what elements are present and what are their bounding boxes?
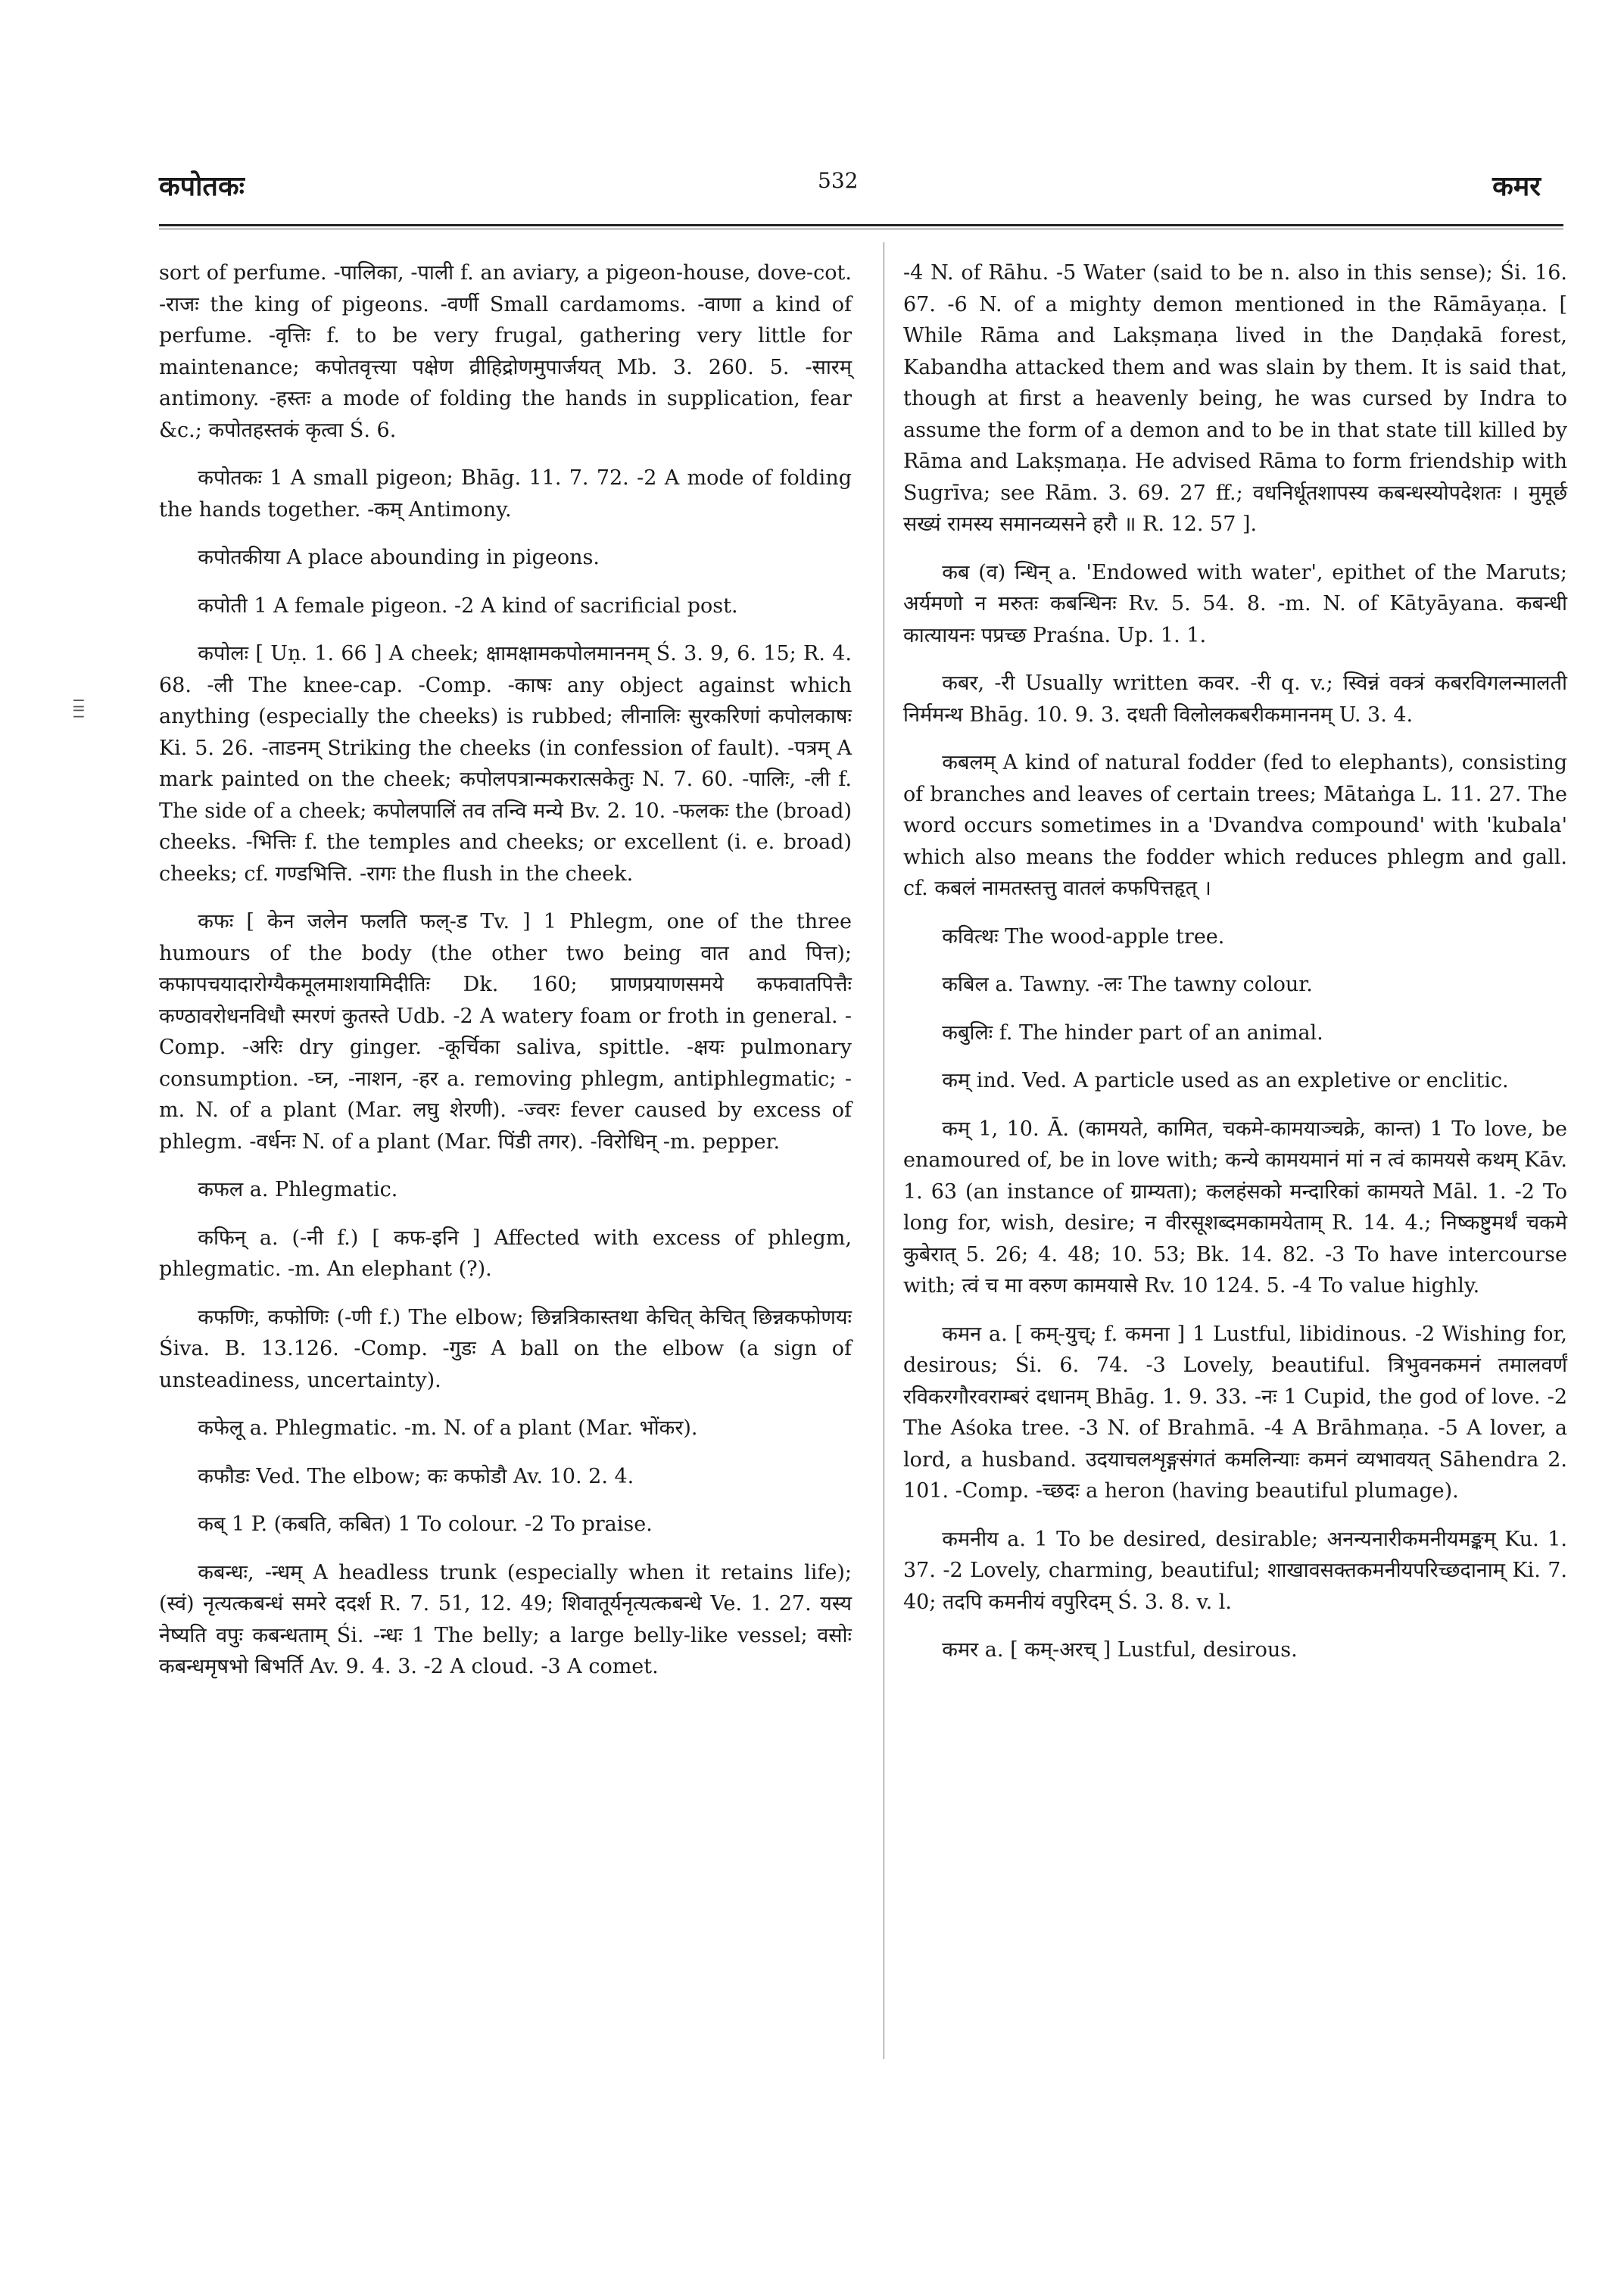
right-running-headword: कमर xyxy=(1492,170,1541,202)
page-number: 532 xyxy=(818,168,859,193)
dictionary-entry: -4 N. of Rāhu. -5 Water (said to be n. also in this sense); Śi. 16. 67. -6 N. of a mighty demon mentioned in the Rāmāyaṇa. [ While Rāma and Lakṣmaṇa lived in the Daṇḍakā forest, Kabandha attacked them and was slain by them. It is said that, though at first a heavenly being, he was cursed by Indra to assume the form of a demon and to be in that state till killed by Rāma and Lakṣmaṇa. He advised Rāma to form friendship with Sugrīva; see Rām. 3. 69. 27 ff.; वधनिर्धूतशापस्य कबन्धस्योपदेशतः । मुमूर्छ सख्यं रामस्य समानव्यसने हरौ ॥ R. 12. 57 ]. xyxy=(903,261,1567,536)
dictionary-entry: कब् 1 P. (कबति, कबित) 1 To colour. -2 To praise. xyxy=(198,1513,653,1536)
dictionary-entry: कफिन् a. (-नी f.) [ कफ-इनि ] Affected with excess of phlegm, phlegmatic. -m. An elephant (?). xyxy=(159,1226,852,1281)
dictionary-entry: कम् 1, 10. Ā. (कामयते, कामित, चकमे-कामयाञ्चक्रे, कान्त) 1 To love, be enamoured of, be in love with; कन्ये कामयमानं मां न त्वं कामयसे कथम् Kāv. 1. 63 (an instance of ग्राम्यता); कलहंसको मन्दारिकां कामयते Māl. 1. -2 To long for, wish, desire; न वीरसूशब्दमकामयेताम् R. 14. 4.; निष्कष्टुमर्थं चकमे कुबेरात् 5. 26; 4. 48; 10. 53; Bk. 14. 82. -3 To have intercourse with; त्वं च मा वरुण कामयासे Rv. 10 124. 5. -4 To value highly. xyxy=(903,1117,1567,1298)
dictionary-entry: कबिल a. Tawny. -लः The tawny colour. xyxy=(942,973,1313,996)
dictionary-entry: कफः [ केन जलेन फलति फल्-ड Tv. ] 1 Phlegm, one of the three humours of the body (the other two being वात and पित्त); कफापचयादारोग्यैकमूलमाशयामिदीतिः Dk. 160; प्राणप्रयाणसमये कफवातपित्तैः कण्ठावरोधनविधौ स्मरणं कुतस्ते Udb. -2 A watery foam or froth in general. -Comp. -अरिः dry ginger. -कूर्चिका saliva, spittle. -क्षयः pulmonary consumption. -घ्न, -नाशन, -हर a. removing phlegm, antiphlegmatic; -m. N. of a plant (Mar. लघु शेरणी). -ज्वरः fever caused by excess of phlegm. -वर्धनः N. of a plant (Mar. पिंडी तगर). -विरोधिन् -m. pepper. xyxy=(159,910,852,1154)
margin-mark: ।॥। xyxy=(69,696,88,719)
dictionary-entry: कपोतकः 1 A small pigeon; Bhāg. 11. 7. 72. -2 A mode of folding the hands together. -कम् Antimony. xyxy=(159,466,852,522)
dictionary-entry: कफेलू a. Phlegmatic. -m. N. of a plant (Mar. भोंकर). xyxy=(198,1416,698,1440)
dictionary-entry: कम् ind. Ved. A particle used as an expletive or enclitic. xyxy=(942,1069,1509,1092)
dictionary-entry: कबन्धः, -न्धम् A headless trunk (especially when it retains life); (स्वं) नृत्यत्कबन्धं समरे ददर्श R. 7. 51, 12. 49; शिवातूर्यनृत्यत्कबन्धे Ve. 1. 27. यस्य नेष्यति वपुः कबन्धताम् Śi. -न्धः 1 The belly; a large belly-like vessel; वसोः कबन्धमृषभो बिभर्ति Av. 9. 4. 3. -2 A cloud. -3 A comet. xyxy=(159,1560,852,1678)
dictionary-entry: कपोती 1 A female pigeon. -2 A kind of sacrificial post. xyxy=(198,594,738,618)
dictionary-entry: कबलम् A kind of natural fodder (fed to elephants), consisting of branches and leaves of certain trees; Mātaṅga L. 11. 27. The word occurs sometimes in a 'Dvandva compound' with 'kubala' which also means the fodder which reduces phlegm and gall. cf. कबलं नामतस्तत्तु वातलं कफपित्तहृत् । xyxy=(903,751,1567,900)
dictionary-entry: कफणिः, कफोणिः (-णी f.) The elbow; छिन्नत्रिकास्तथा केचित् केचित् छिन्नकफोणयः Śiva. B. 13.126. -Comp. -गुडः A ball on the elbow (a sign of unsteadiness, uncertainty). xyxy=(159,1305,852,1392)
left-column xyxy=(159,257,852,1699)
dictionary-entry: कमनीय a. 1 To be desired, desirable; अनन्यनारीकमनीयमङ्कम् Ku. 1. 37. -2 Lovely, charming, beautiful; शाखावसक्तकमनीयपरिच्छदानाम् Ki. 7. 40; तदपि कमनीयं वपुरिदम् Ś. 3. 8. v. l. xyxy=(903,1527,1567,1614)
dictionary-entry: sort of perfume. -पालिका, -पाली f. an aviary, a pigeon-house, dove-cot. -राजः the king of pigeons. -वर्णी Small cardamoms. -वाणा a kind of perfume. -वृत्तिः f. to be very frugal, gathering very little for maintenance; कपोतवृत्त्या पक्षेण व्रीहिद्रोणमुपार्जयत् Mb. 3. 260. 5. -सारम् antimony. -हस्तः a mode of folding the hands in supplication, fear &c.; कपोतहस्तकं कृत्वा Ś. 6. xyxy=(159,261,852,442)
header-rule xyxy=(159,224,1563,226)
dictionary-entry: कबुलिः f. The hinder part of an animal. xyxy=(942,1020,1323,1045)
right-column xyxy=(903,257,1567,1683)
dictionary-entry: कवित्थः The wood-apple tree. xyxy=(942,924,1225,949)
left-running-headword: कपोतकः xyxy=(159,170,245,202)
dictionary-entry: कबर, -री Usually written कवर. -री q. v.; स्विन्नं वक्त्रं कबरविगलन्मालती निर्ममन्थ Bhāg. 10. 9. 3. दधती विलोलकबरीकमाननम् U. 3. 4. xyxy=(903,671,1567,727)
page-header xyxy=(159,151,1563,212)
dictionary-entry: कमर a. [ कम्-अरच् ] Lustful, desirous. xyxy=(942,1638,1298,1662)
dictionary-entry: कमन a. [ कम्-युच्; f. कमना ] 1 Lustful, libidinous. -2 Wishing for, desirous; Śi. 6. 74. -3 Lovely, beautiful. त्रिभुवनकमनं तमालवर्णं रविकरगौरवराम्बरं दधानम् Bhāg. 1. 9. 33. -नः 1 Cupid, the god of love. -2 The Aśoka tree. -3 N. of Brahmā. -4 A Brāhmaṇa. -5 A lover, a lord, a husband. उदयाचलशृङ्गसंगतं कमलिन्याः कमनं व्यभावयत् Sāhendra 2. 101. -Comp. -च्छदः a heron (having beautiful plumage). xyxy=(903,1322,1567,1503)
dictionary-entry: कपोतकीया A place abounding in pigeons. xyxy=(198,546,600,569)
dictionary-entry: कफल a. Phlegmatic. xyxy=(198,1178,398,1201)
dictionary-entry: कफौडः Ved. The elbow; कः कफोडौ Av. 10. 2. 4. xyxy=(198,1464,634,1488)
dictionary-entry: कपोलः [ Uṇ. 1. 66 ] A cheek; क्षामक्षामकपोलमाननम् Ś. 3. 9, 6. 15; R. 4. 68. -ली The knee-cap. -Comp. -काषः any object against which anything (especially the cheeks) is rubbed; लीनालिः सुरकरिणां कपोलकाषः Ki. 5. 26. -ताडनम् Striking the cheeks (in confession of fault). -पत्रम् A mark painted on the cheek; कपोलपत्रान्मकरात्सकेतुः N. 7. 60. -पालिः, -ली f. The side of a cheek; कपोलपालिं तव तन्वि मन्ये Bv. 2. 10. -फलकः the (broad) cheeks. -भित्तिः f. the temples and cheeks; or excellent (i. e. broad) cheeks; cf. गण्डभित्ति. -रागः the flush in the cheek. xyxy=(159,642,852,886)
dictionary-entry: कब (व) न्धिन् a. 'Endowed with water', epithet of the Maruts; अर्यमणो न मरुतः कबन्धिनः Rv. 5. 54. 8. -m. N. of Kātyāyana. कबन्धी कात्यायनः पप्रच्छ Praśna. Up. 1. 1. xyxy=(903,560,1567,647)
